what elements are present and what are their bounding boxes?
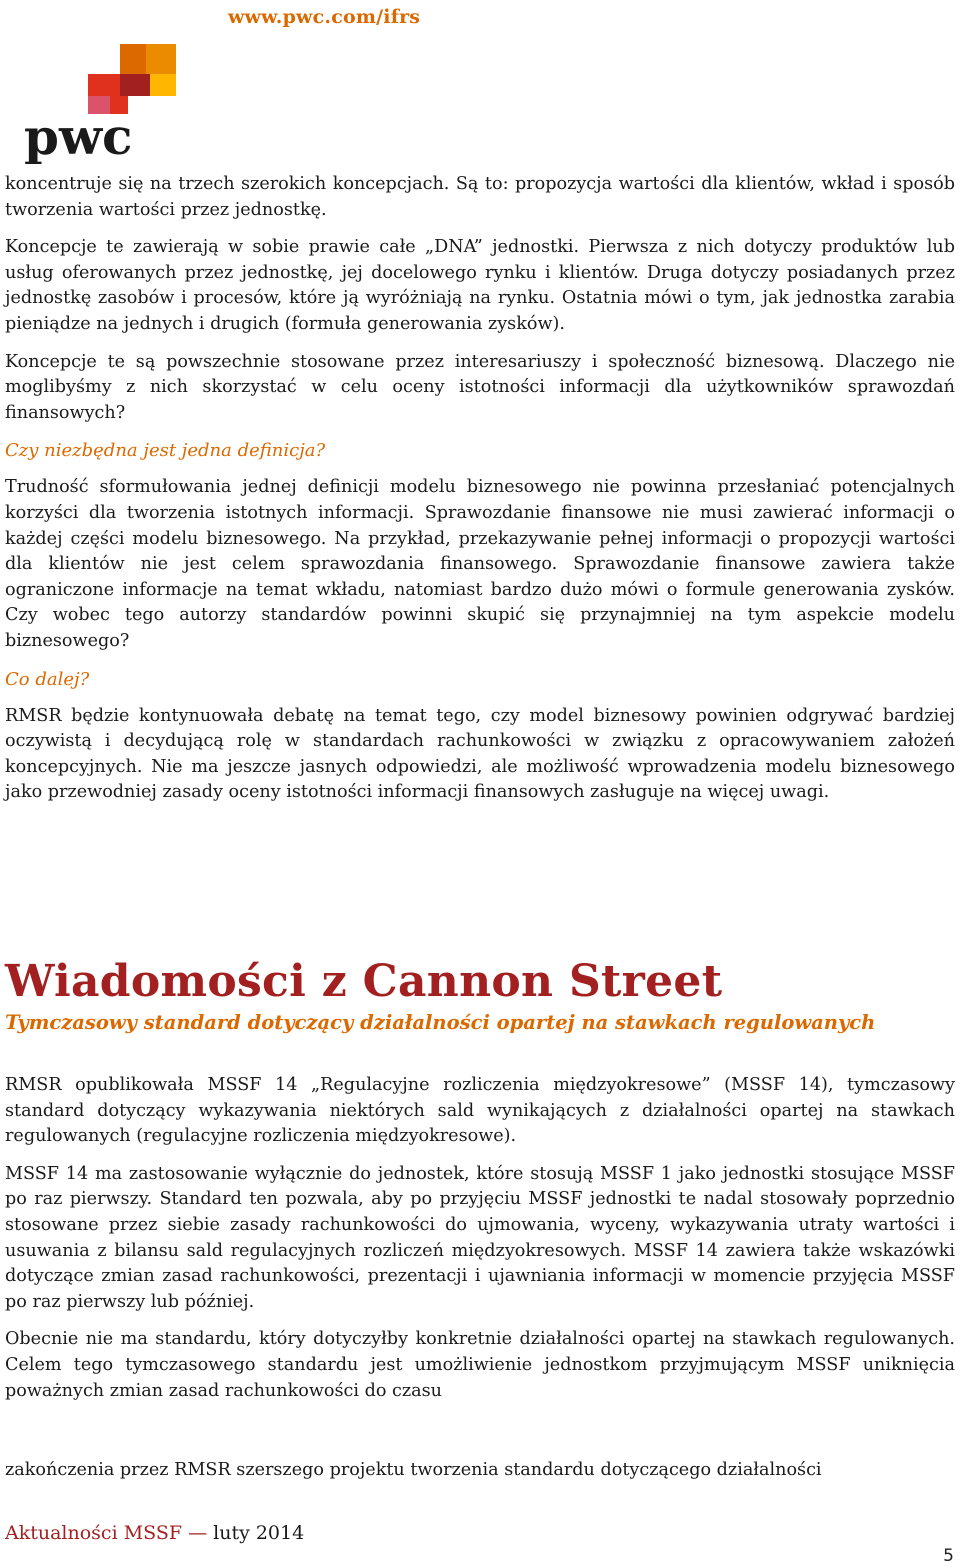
footer-publication-name: Aktualności MSSF bbox=[5, 1522, 183, 1544]
pwc-wordmark: pwc bbox=[24, 107, 133, 164]
pwc-logo-icon bbox=[22, 42, 182, 164]
article-continuation bbox=[5, 172, 955, 818]
paragraph-definition: Trudność sformułowania jednej definicji modelu biznesowego nie powinna przesłaniać potencjalnych korzyści dla tworzenia istotnych informacji. Sprawozdanie finansowe nie musi zawierać informacji o każdej części modelu biznesowego. Na przykład, przekazywanie pełnej informacji o propozycji wartości dla klientów nie jest celem sprawozdania finansowego. Sprawozdanie finansowe zawiera także ograniczone informacje na temat wkładu, natomiast bardzo dużo mówi o formule generowania zysków. Czy wobec tego autorzy standardów powinni skupić się przynajmniej na tym aspekcie modelu biznesowego? bbox=[5, 477, 955, 651]
paragraph-ifrs14-purpose: Obecnie nie ma standardu, który dotyczyłby konkretnie działalności opartej na stawkach regulowanych. Celem tego tymczasowego standardu jest umożliwienie jednostkom przyjmującym MSSF uniknięcia poważnych zmian zasad rachunkowości do czasu bbox=[5, 1329, 955, 1401]
footer-publication bbox=[5, 1522, 304, 1544]
article-continuation-bottom bbox=[5, 1458, 955, 1484]
header-url[interactable]: www.pwc.com/ifrs bbox=[228, 6, 421, 28]
paragraph-ifrs14-scope: MSSF 14 ma zastosowanie wyłącznie do jednostek, które stosują MSSF 1 jako jednostki stosujące MSSF po raz pierwszy. Standard ten pozwala, aby po przyjęciu MSSF jednostki te nadal stosowały poprzednio stosowane przez siebie zasady rachunkowości do ujmowania, wyceny, wykazywania utraty wartości i usuwania z bilansu sald regulacyjnych rozliczeń międzyokresowych. MSSF 14 zawiera także wskazówki dotyczące zmian zasad rachunkowości, prezentacji i ujawniania informacji w momencie przyjęcia MSSF po raz pierwszy lub później. bbox=[5, 1163, 955, 1312]
article-ifrs14 bbox=[5, 1073, 955, 1416]
footer-date: luty 2014 bbox=[213, 1522, 305, 1544]
paragraph-intro: koncentruje się na trzech szerokich koncepcjach. Są to: propozycja wartości dla klientów, wkład i sposób tworzenia wartości przez jednostkę. bbox=[5, 174, 955, 220]
footer-dash: — bbox=[188, 1522, 208, 1544]
paragraph-continuation: zakończenia przez RMSR szerszego projektu tworzenia standardu dotyczącego działalności bbox=[5, 1460, 822, 1480]
paragraph-dna: Koncepcje te zawierają w sobie prawie całe „DNA” jednostki. Pierwsza z nich dotyczy produktów lub usług oferowanych przez jednostkę, jej docelowego rynku i klientów. Druga dotyczy posiadanych przez jednostkę zasobów i procesów, które ją wyróżniają na rynku. Ostatnia mówi o tym, jak jednostka zarabia pieniądze na jednych i drugich (formuła generowania zysków). bbox=[5, 237, 955, 334]
paragraph-concepts: Koncepcje te są powszechnie stosowane przez interesariuszy i społeczność biznesową. Dlaczego nie moglibyśmy z nich skorzystać w celu oceny istotności informacji dla użytkowników sprawozdań finansowych? bbox=[5, 351, 955, 423]
paragraph-ifrs14-publication: RMSR opublikowała MSSF 14 „Regulacyjne rozliczenia międzyokresowe” (MSSF 14), tymczasowy standard dotyczący wykazywania niektórych sald wynikających z działalności opartej na stawkach regulowanych (regulacyjne rozliczenia międzyokresowe). bbox=[5, 1075, 955, 1147]
section-headline: Wiadomości z Cannon Street bbox=[5, 956, 723, 1007]
section-subheadline: Tymczasowy standard dotyczący działalności opartej na stawkach regulowanych bbox=[5, 1011, 876, 1034]
subheading-definition: Czy niezbędna jest jedna definicja? bbox=[5, 440, 326, 462]
pwc-logo bbox=[22, 42, 182, 164]
paragraph-next: RMSR będzie kontynuowała debatę na temat tego, czy model biznesowy powinien odgrywać bardziej oczywistą i decydującą rolę w standardach rachunkowości w związku z opracowywaniem założeń koncepcyjnych. Nie ma jeszcze jasnych odpowiedzi, ale możliwość wprowadzenia modelu biznesowego jako przewodniej zasady oceny istotności informacji finansowych zasługuje na więcej uwagi. bbox=[5, 705, 955, 803]
page-number: 5 bbox=[943, 1546, 954, 1566]
subheading-next: Co dalej? bbox=[5, 668, 90, 690]
